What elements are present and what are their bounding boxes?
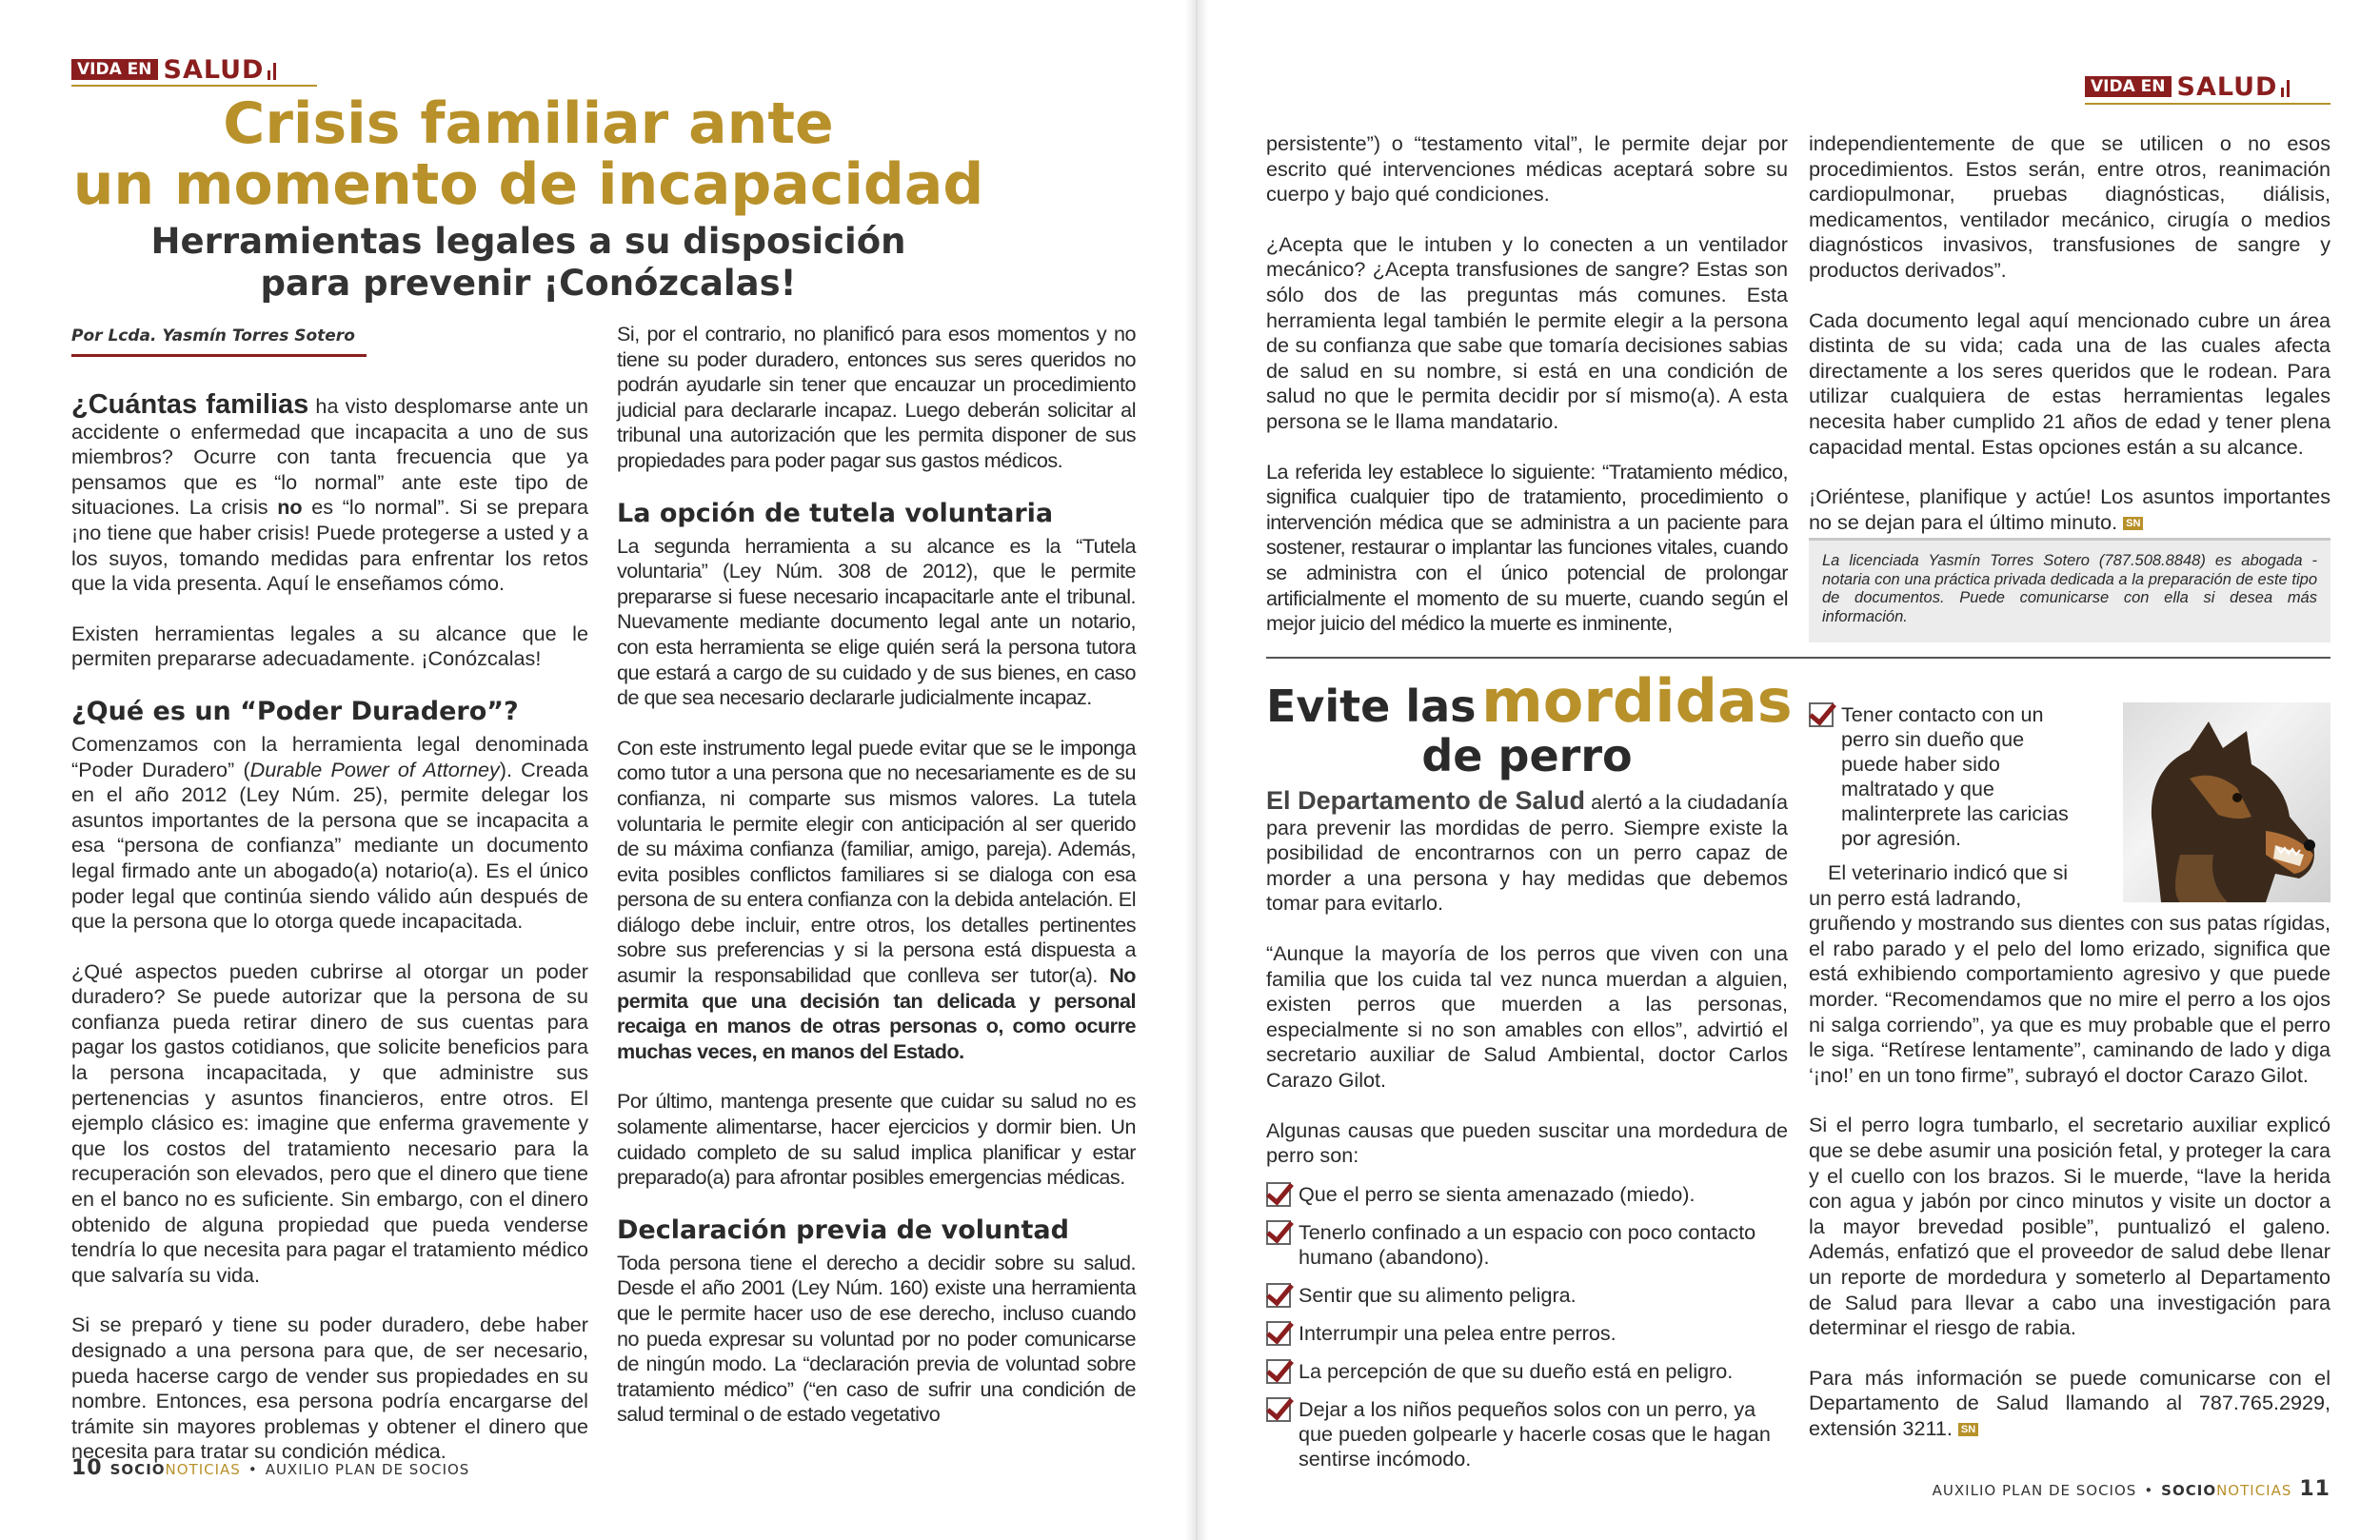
list-item: La percepción de que su dueño está en peligro. xyxy=(1266,1359,1788,1384)
heading-poder-duradero: ¿Qué es un “Poder Duradero”? xyxy=(71,696,519,726)
dog-top-block xyxy=(1809,702,2330,911)
paragraph-dog-quote: “Aunque la mayoría de los perros que viven con una familia que los cuida tal vez nunca muerdan a alguien, existen perros que muerden a las personas, especialmente si no son amables con ellos”, advirtió el secretario auxiliar de Salud Ambiental, doctor Carlos Carazo Gilot. xyxy=(1266,940,1788,1092)
paragraph-procedimientos: independientemente de que se utilicen o no esos procedimientos. Estos serán, entre otros, reanimación cardiopulmonar, pruebas diagnósticas, diálisis, medicamentos, ventilador mecánico, cirugía o medios diagnósticos invasivos, transfusiones de sangre y productos derivados”. xyxy=(1809,131,2330,282)
checkbox-icon xyxy=(1266,1283,1291,1308)
section-tag-box-right: VIDA EN xyxy=(2085,76,2172,97)
dog-column-2 xyxy=(1809,702,2330,1466)
article-subtitle-line1: Herramientas legales a su disposición xyxy=(150,221,906,262)
right-column-2 xyxy=(1809,131,2330,560)
folio-text-left: AUXILIO PLAN DE SOCIOS xyxy=(265,1461,470,1478)
paragraph-ley: La referida ley establece lo siguiente: “Tratamiento médico, significa cualquier tipo de tratamiento, procedimiento o intervención médica que se administra a un paciente para sostener, restaurar o implantar las funciones vitales, cuando se administra con el único potencial de prolongar artificialmente el momento de su muerte, cuando según el mejor juicio del médico la muerte es inminente, xyxy=(1266,459,1788,636)
article-divider xyxy=(1266,657,2330,659)
dog-column-1 xyxy=(1266,788,1788,1485)
dog-article-title xyxy=(1266,666,1793,781)
paragraph-dog-causes: Algunas causas que pueden suscitar una mordedura de perro son: xyxy=(1266,1117,1788,1168)
list-item: Sentir que su alimento peligra. xyxy=(1266,1283,1788,1308)
snarling-dog-icon xyxy=(2123,702,2330,902)
paragraph-tumbarlo: Si el perro logra tumbarlo, el secretario auxiliar explicó que se debe asumir una posición fetal, y proteger la cara y el cuello con los brazos. Si le muerde, “lave la herida con agua y jabón por cinco minutos y visite un doctor a la mayor brevedad posible”, puntualizó el galeno. Además, enfatizó que el proveedor de salud debe llenar un reporte de mordedura y someterlo al Departamento de Salud para llevar a cabo una investigación para determinar el riesgo de rabia. xyxy=(1809,1113,2330,1340)
checkbox-icon xyxy=(1266,1359,1291,1384)
brand-right: SOCIONOTICIAS xyxy=(2161,1482,2292,1499)
page-spine xyxy=(1185,0,1208,1540)
section-tag-word-right: SALUD xyxy=(2176,71,2278,102)
paragraph-no-planifico: Si, por el contrario, no planificó para esos momentos y no tiene su poder duradero, entonces sus seres queridos no podrán ayudarle sin tener que encauzar un procedimiento judicial para declararle incapaz. Luego deberán solicitar al tribunal una autorización que les permita disponer de sus propiedades para poder pagar sus gastos médicos. xyxy=(617,322,1136,472)
checkbox-icon xyxy=(1266,1220,1291,1245)
folio-text-right: AUXILIO PLAN DE SOCIOS xyxy=(1932,1482,2137,1499)
folio-right: AUXILIO PLAN DE SOCIOS • SOCIONOTICIAS 11 xyxy=(1932,1477,2330,1501)
article-subtitle-line2: para prevenir ¡Conózcalas! xyxy=(260,263,797,304)
left-column-1 xyxy=(71,389,589,1490)
left-column-2 xyxy=(617,322,1136,1452)
author-bio: La licenciada Yasmín Torres Sotero (787.508.8848) es abogada - notaria con una práctica privada dedicada a la preparación de este tipo de documentos. Puede comunicarse con ella si desea más información. xyxy=(1822,552,2317,625)
paragraph-poder-1: Comenzamos con la herramienta legal denominada “Poder Duradero” (Durable Power of Attorney). Creada en el año 2012 (Ley Núm. 25), permite delegar los asuntos importantes de la persona que se incapacita a esa “persona de confianza” mediante un documento legal firmado ante un abogado(a) notario(a). Es el único poder legal que continúa siendo válido aún después de que la persona que lo otorga quede incapacitada. xyxy=(71,731,588,934)
paragraph-poder-2: ¿Qué aspectos pueden cubrirse al otorgar un poder duradero? Se puede autorizar que la persona de su confianza pueda retirar dinero de sus cuentas para pagar los gastos cotidianos, que solicite beneficios para la persona incapacitada, y que administre sus pertenencias y asuntos financieros, entre otros. El ejemplo clásico es: imagine que enferma gravemente y que los costos del tratamiento necesario para la recuperación son elevados, pero que el dinero que tiene en el banco no es suficiente. Sin embargo, con el dinero obtenido de alguna propiedad que pueda venderse tendría lo que necesita para pagar el tratamiento médico que salvaría su vida. xyxy=(71,958,588,1287)
paragraph-tutela-2: Con este instrumento legal puede evitar que se le imponga como tutor a una persona que no necesariamente es de su confianza, ni comparte sus mismos valores. La tutela voluntaria le permite elegir con anticipación al ser querido de su máxima confianza (familiar, amigo, pareja). Además, evita posibles conflictos familiares si se dialoga con esa persona de su entera confianza con la debida antelación. El diálogo debe incluir, entre otros, los detalles pertinentes sobre sus preferencias y si la persona está dispuesta a asumir la responsabilidad que conlleva ser tutor(a). No permita que una decisión tan delicada y personal recaiga en manos de otras personas o, como ocurre muchas veces, en manos del Estado. xyxy=(617,735,1136,1063)
section-tag-box: VIDA EN xyxy=(71,59,158,80)
article-title xyxy=(71,90,1119,218)
dog-photo xyxy=(2123,702,2330,902)
brand-left: SOCIONOTICIAS xyxy=(109,1461,241,1478)
paragraph-veterinario-rest: gruñendo y mostrando sus dientes con sus patas rígidas, el rabo parado y el pelo del lomo erizado, significa que está exhibiendo comportamiento agresivo y que puede morder. “Recomendamos que no mire el perro a los ojos ni salga corriendo”, ya que es muy probable que el perro le siga. “Retírese lentamente”, caminando de lado y diga ‘¡no!’ en un tono firme”, subrayó el doctor Carazo Gilot. xyxy=(1809,911,2330,1087)
list-item: Interrumpir una pelea entre perros. xyxy=(1266,1321,1788,1346)
author-bio-box xyxy=(1809,538,2330,642)
paragraph-tools: Existen herramientas legales a su alcance que le permiten prepararse adecuadamente. ¡Conózcalas! xyxy=(71,621,588,671)
heading-declaracion: Declaración previa de voluntad xyxy=(617,1214,1069,1245)
paragraph-declaracion: Toda persona tiene el derecho a decidir sobre su salud. Desde el año 2001 (Ley Núm. 160) existe una herramienta que le permite hacer uso de ese derecho, incluso cuando no pueda expresar su voluntad por no poder comunicarse de ningún modo. La “declaración previa de voluntad sobre tratamiento médico” (“en caso de sufrir una condición de salud terminal o de estado vegetativo xyxy=(617,1250,1136,1427)
checkbox-icon xyxy=(1266,1182,1291,1207)
dog-title-part2: mordidas xyxy=(1481,666,1793,736)
tag-rule-right xyxy=(2085,103,2330,105)
causes-list xyxy=(1266,1182,1788,1471)
paragraph-orientese: ¡Oriéntese, planifique y actúe! Los asuntos importantes no se dejan para el último minuto. SN xyxy=(1809,484,2330,534)
page-number-left: 10 xyxy=(71,1456,103,1480)
paragraph-informacion: Para más información se puede comunicarse con el Departamento de Salud llamando al 787.765.2929, extensión 3211. SN xyxy=(1809,1365,2330,1440)
tag-bars-icon xyxy=(268,59,276,80)
sn-logo-icon: SN xyxy=(1958,1423,1978,1436)
heading-tutela: La opción de tutela voluntaria xyxy=(617,498,1054,528)
article-title-line2: un momento de incapacidad xyxy=(72,151,984,218)
paragraph-intro: ¿Cuántas familias ha visto desplomarse ante un accidente o enfermedad que incapacita a uno de sus miembros? Ocurre con tanta frecuencia que ya pensamos que es “lo normal” ante este tipo de situaciones. La crisis no es “lo normal”. Si se prepara ¡no tiene que haber crisis! Puede protegerse a usted y a los suyos, tomando medidas para enfrentar los retos que la vida presenta. Aquí le enseñamos cómo. xyxy=(71,389,589,596)
dog-title-part1: Evite las xyxy=(1266,681,1477,732)
paragraph-poder-3: Si se preparó y tiene su poder duradero, debe haber designado a una persona para que, de ser necesario, pueda hacerse cargo de vender sus propiedades en su nombre. Entonces, esa persona podría encargarse del trámite sin mayores problemas y obtener el dinero que necesita para tratar su condición médica. xyxy=(71,1313,588,1464)
paragraph-intubar: ¿Acepta que le intuben y lo conecten a un ventilador mecánico? ¿Acepta transfusiones de sangre? Estas son sólo dos de las preguntas más comunes. Esta herramienta legal también le permite elegir a la persona de su confianza que sabe que tomaría decisiones sabias de salud en su nombre, si está en una condición de salud no que le permita decidir por sí mismo(a). A esta persona se le llama mandatario. xyxy=(1266,231,1788,433)
folio-left: 10 SOCIONOTICIAS • AUXILIO PLAN DE SOCIOS xyxy=(71,1456,470,1480)
checkbox-icon xyxy=(1266,1321,1291,1346)
paragraph-por-ultimo: Por último, mantenga presente que cuidar su salud no es solamente alimentarse, hacer ejercicios y dormir bien. Un cuidado completo de su salud implica planificar y estar preparado(a) para afrontar posibles emergencias médicas. xyxy=(617,1089,1136,1190)
list-item: Que el perro se sienta amenazado (miedo). xyxy=(1266,1182,1788,1207)
list-item: Tener contacto con un perro sin dueño que puede haber sido maltratado y que malinterprete las caricias por agresión. xyxy=(1809,702,2075,851)
checkbox-icon xyxy=(1266,1397,1291,1422)
paragraph-testamento: persistente”) o “testamento vital”, le permite dejar por escrito qué intervenciones médicas aceptará sobre su cuerpo y bajo qué condiciones. xyxy=(1266,131,1788,207)
section-tag-right xyxy=(2085,72,2290,101)
tag-bars-icon-right xyxy=(2281,76,2290,97)
article-title-line1: Crisis familiar ante xyxy=(223,90,834,157)
section-tag-word: SALUD xyxy=(163,54,265,85)
lead-words: ¿Cuántas familias xyxy=(71,389,309,420)
list-item: Dejar a los niños pequeños solos con un perro, ya que pueden golpearle y hacerle cosas que le hagan sentirse incómodo. xyxy=(1266,1397,1788,1471)
dog-lead: El Departamento de Salud xyxy=(1266,786,1585,815)
byline: Por Lcda. Yasmín Torres Sotero xyxy=(71,326,355,346)
byline-rule xyxy=(71,354,367,357)
right-column-1 xyxy=(1266,131,1788,661)
paragraph-tutela-1: La segunda herramienta a su alcance es la “Tutela voluntaria” (Ley Núm. 308 de 2012), que le permite prepararse si fuese necesario incapacitarle ante el tribunal. Nuevamente mediante documento legal ante un notario, con esta herramienta se elige quién será la persona tutora que estará a cargo de su cuidado y de sus bienes, en caso de que sea necesario declararle judicialmente incapaz. xyxy=(617,533,1136,710)
sn-logo-icon: SN xyxy=(2123,517,2143,530)
page-number-right: 11 xyxy=(2299,1477,2330,1501)
paragraph-veterinario-start: El veterinario indicó que si un perro está ladrando, xyxy=(1809,860,2069,910)
tag-rule-left xyxy=(71,85,317,87)
section-tag-left xyxy=(71,55,276,84)
dog-title-part3: de perro xyxy=(1421,730,1633,781)
checkbox-icon xyxy=(1809,702,1834,727)
article-subtitle xyxy=(71,221,1119,305)
paragraph-dog-intro: El Departamento de Salud alertó a la ciudadanía para prevenir las mordidas de perro. Siempre existe la posibilidad de encontrarnos con un perro capaz de morder a una persona y hay medidas que debemos tomar para evitarlo. xyxy=(1266,786,1788,916)
list-item: Tenerlo confinado a un espacio con poco contacto humano (abandono). xyxy=(1266,1220,1788,1270)
paragraph-cada-documento: Cada documento legal aquí mencionado cubre un área distinta de su vida; cada una de las cuales afecta directamente a los seres queridos que le rodean. Para utilizar cualquiera de estas herramientas legales necesita haber cumplido 21 años de edad y tener plena capacidad mental. Estas opciones están a su alcance. xyxy=(1809,307,2330,459)
